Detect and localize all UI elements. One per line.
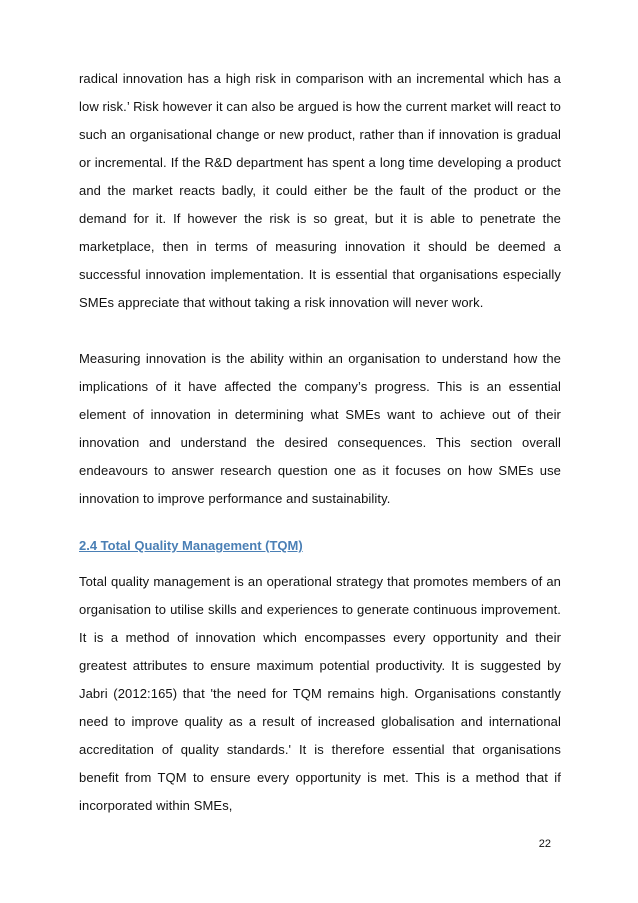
- paragraph-text: Total quality management is an operational strategy that promotes members of an organisation to utilise skills and experiences to generate continuous improvement. It is a method of innovation which encompasses every opportunity and their greatest attributes to ensure maximum potential productivity. It is suggested by Jabri (2012:165) that 'the need for TQM remains high. Organisations constantly need to improve quality as a result of increased globalisation and international accreditation of quality standards.' It is therefore essential that organisations benefit from TQM to ensure every opportunity is met. This is a method that if incorporated within SMEs,: [79, 574, 561, 813]
- body-paragraph-1: [79, 65, 561, 317]
- body-paragraph-2: [79, 345, 561, 513]
- body-paragraph-3: [79, 568, 561, 820]
- paragraph-text: Measuring innovation is the ability within an organisation to understand how the implications of it have affected the company’s progress. This is an essential element of innovation in determining what SMEs want to achieve out of their innovation and understand the desired consequences. This section overall endeavours to answer research question one as it focuses on how SMEs use innovation to improve performance and sustainability.: [79, 351, 561, 506]
- paragraph-text: radical innovation has a high risk in comparison with an incremental which has a low risk.’ Risk however it can also be argued is how the current market will react to such an organisational change or new product, rather than if innovation is gradual or incremental. If the R&D department has spent a long time developing a product and the market reacts badly, it could either be the fault of the product or the demand for it. If however the risk is so great, but it is able to penetrate the marketplace, then in terms of measuring innovation it should be deemed a successful innovation implementation. It is essential that organisations especially SMEs appreciate that without taking a risk innovation will never work.: [79, 71, 561, 310]
- section-heading: 2.4 Total Quality Management (TQM): [79, 538, 303, 553]
- page-number: 22: [538, 838, 551, 850]
